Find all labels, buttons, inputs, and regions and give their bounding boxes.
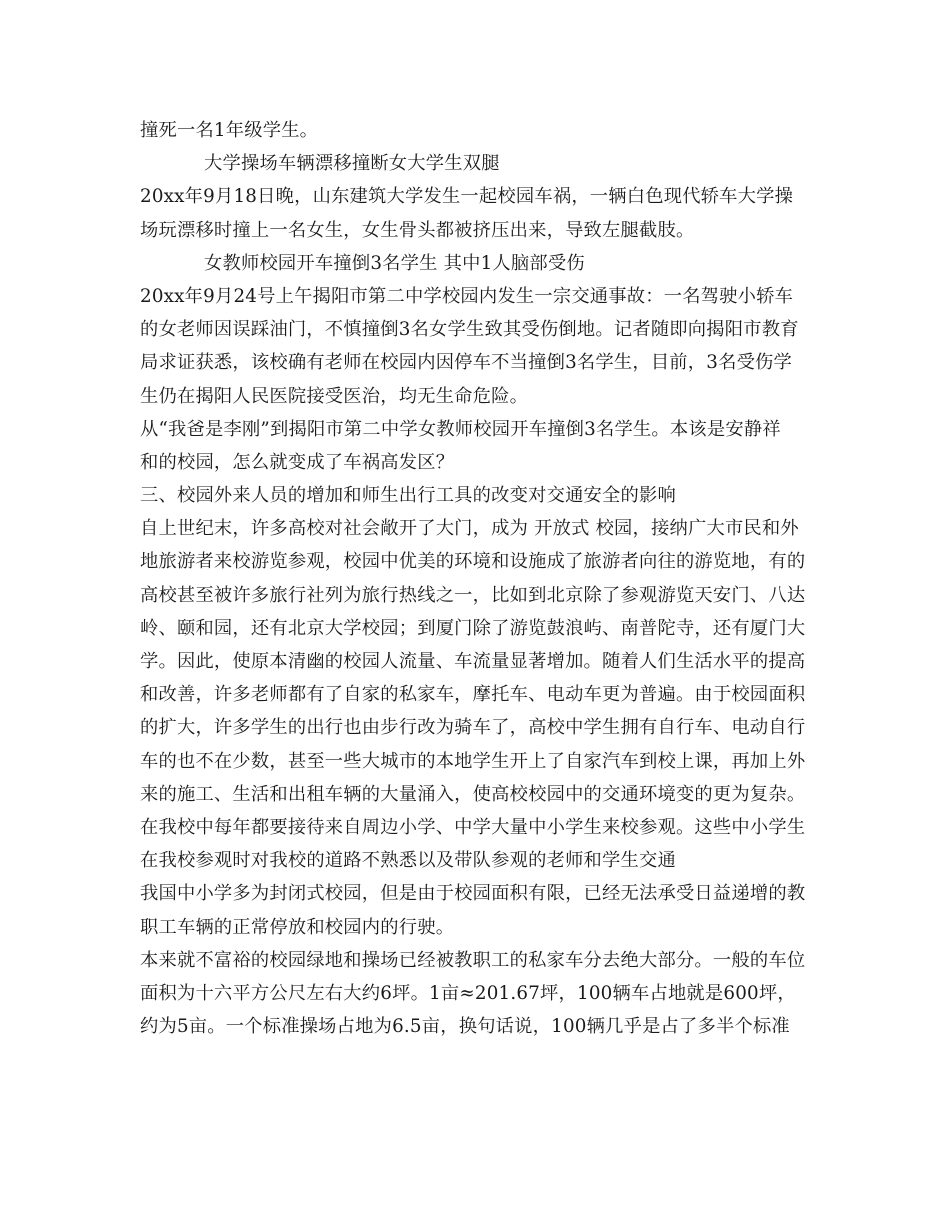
paragraph-line: 在我校参观时对我校的道路不熟悉以及带队参观的老师和学生交通 xyxy=(140,850,676,872)
paragraph-line: 本来就不富裕的校园绿地和操场已经被教职工的私家车分去绝大部分。一般的车位 xyxy=(140,949,806,971)
paragraph-line: 和的校园，怎么就变成了车祸高发区？ xyxy=(140,451,455,473)
paragraph-line: 和改善，许多老师都有了自家的私家车，摩托车、电动车更为普遍。由于校园面积 xyxy=(140,684,806,706)
paragraph-line: 自上世纪末，许多高校对社会敞开了大门，成为 开放式 校园，接纳广大市民和外 xyxy=(140,518,799,540)
paragraph-line: 在我校中每年都要接待来自周边小学、中学大量中小学生来校参观。这些中小学生 xyxy=(140,816,806,838)
paragraph-line: 地旅游者来校游览参观，校园中优美的环境和设施成了旅游者向往的游览地，有的 xyxy=(140,551,806,573)
paragraph-line: 约为5亩。一个标准操场占地为6.5亩，换句话说，100辆几乎是占了多半个标准 xyxy=(140,1016,790,1038)
paragraph-line: 三、校园外来人员的增加和师生出行工具的改变对交通安全的影响 xyxy=(140,485,676,507)
paragraph-line: 局求证获悉，该校确有老师在校园内因停车不当撞倒3名学生，目前，3名受伤学 xyxy=(140,352,793,374)
paragraph-line: 学。因此，使原本清幽的校园人流量、车流量显著增加。随着人们生活水平的提高 xyxy=(140,651,806,672)
paragraph-line: 高校甚至被许多旅行社列为旅行热线之一，比如到北京除了参观游览天安门、八达 xyxy=(140,584,806,606)
paragraph-line: 来的施工、生活和出租车辆的大量涌入，使高校校园中的交通环境变的更为复杂。 xyxy=(140,783,806,805)
section-heading-line: 女教师校园开车撞倒3名学生 其中1人脑部受伤 xyxy=(204,252,585,274)
body-text xyxy=(140,114,820,1043)
paragraph-line: 从“我爸是李刚”到揭阳市第二中学女教师校园开车撞倒3名学生。本该是安静祥 xyxy=(140,418,781,440)
paragraph-line: 我国中小学多为封闭式校园，但是由于校园面积有限，已经无法承受日益递增的教 xyxy=(140,883,806,905)
paragraph-line: 撞死一名1年级学生。 xyxy=(140,120,319,141)
paragraph-line: 场玩漂移时撞上一名女生，女生骨头都被挤压出来，导致左腿截肢。 xyxy=(140,219,695,241)
paragraph-line: 职工车辆的正常停放和校园内的行驶。 xyxy=(140,916,455,938)
paragraph-line: 的女老师因误踩油门，不慎撞倒3名女学生致其受伤倒地。记者随即向揭阳市教育 xyxy=(140,319,799,341)
paragraph-line: 面积为十六平方公尺左右大约6坪。1亩≈201.67坪，100辆车占地就是600坪， xyxy=(140,982,796,1004)
paragraph-line: 车的也不在少数，甚至一些大城市的本地学生开上了自家汽车到校上课，再加上外 xyxy=(140,750,806,772)
section-heading-line: 大学操场车辆漂移撞断女大学生双腿 xyxy=(204,153,500,175)
paragraph-line: 生仍在揭阳人民医院接受医治，均无生命危险。 xyxy=(140,385,529,407)
paragraph-line: 岭、颐和园，还有北京大学校园；到厦门除了游览鼓浪屿、南普陀寺，还有厦门大 xyxy=(140,617,806,639)
paragraph-line: 20xx年9月24号上午揭阳市第二中学校园内发生一宗交通事故：一名驾驶小轿车 xyxy=(140,285,794,307)
paragraph-line: 的扩大，许多学生的出行也由步行改为骑车了，高校中学生拥有自行车、电动自行 xyxy=(140,717,806,739)
paragraph-line: 20xx年9月18日晚，山东建筑大学发生一起校园车祸，一辆白色现代轿车大学操 xyxy=(140,186,794,208)
